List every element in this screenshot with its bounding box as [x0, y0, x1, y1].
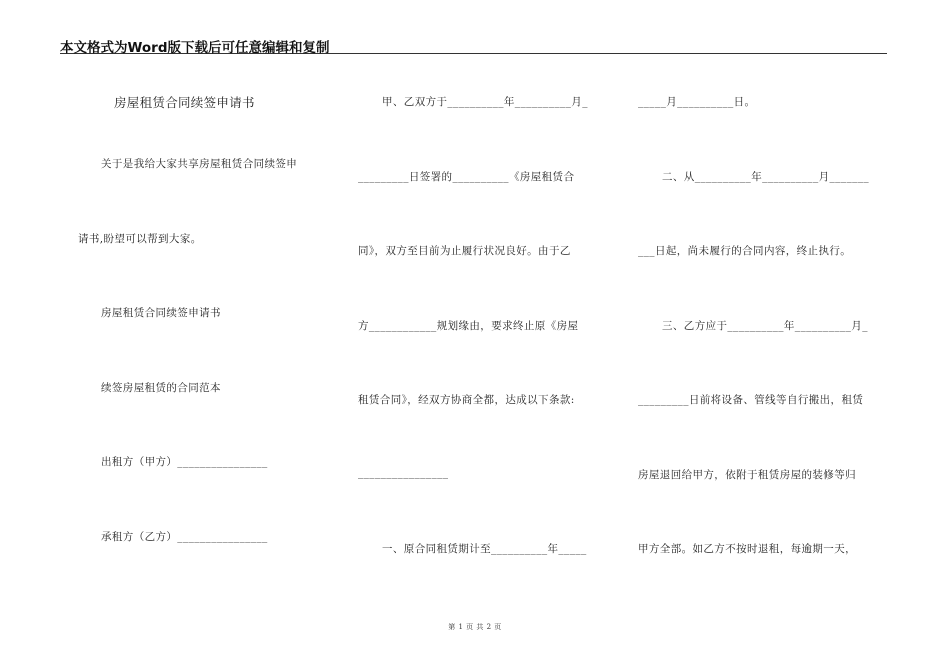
document-header [60, 34, 887, 54]
paragraph-line: 请书,盼望可以帮到大家。 [78, 233, 202, 245]
lessor-line: 出租方（甲方）________________ [101, 456, 268, 468]
paragraph-line: 续签房屋租赁的合同范本 [101, 382, 221, 394]
paragraph-line: 房屋租赁合同续签申请书 [101, 307, 221, 319]
paragraph-line: 房屋退回给甲方，依附于租赁房屋的装修等归 [638, 469, 856, 481]
paragraph-line: ___日起，尚未履行的合同内容，终止执行。 [638, 245, 852, 257]
document-title: 房屋租赁合同续签申请书 [114, 95, 255, 110]
clause-3-line: 三、乙方应于__________年__________月_ [662, 320, 868, 332]
blank-line: ________________ [358, 467, 449, 479]
paragraph-line: 同》，双方至目前为止履行状况良好。由于乙 [358, 245, 571, 257]
paragraph-line: 租赁合同》，经双方协商全都，达成以下条款: [358, 394, 575, 406]
paragraph-line: _________日前将设备、管线等自行搬出，租赁 [638, 394, 864, 406]
paragraph-line: 甲、乙双方于__________年__________月_ [382, 96, 588, 108]
paragraph-line: 关于是我给大家共享房屋租赁合同续签申 [101, 158, 298, 170]
paragraph-line: _________日签署的__________《房屋租赁合 [358, 171, 575, 183]
clause-1-line: 一、原合同租赁期计至__________年_____ [382, 543, 587, 555]
lessee-line: 承租方（乙方）________________ [101, 531, 268, 543]
page-number: 第 1 页 共 2 页 [448, 623, 502, 631]
paragraph-line: _____月__________日。 [638, 96, 756, 108]
paragraph-line: 方____________规划缘由，要求终止原《房屋 [358, 320, 579, 332]
paragraph-line: 甲方全部。如乙方不按时退租，每逾期一天， [638, 543, 856, 555]
clause-2-line: 二、从__________年__________月_______ [662, 171, 870, 183]
header-text: 本文格式为Word版下载后可任意编辑和复制 [60, 40, 330, 56]
